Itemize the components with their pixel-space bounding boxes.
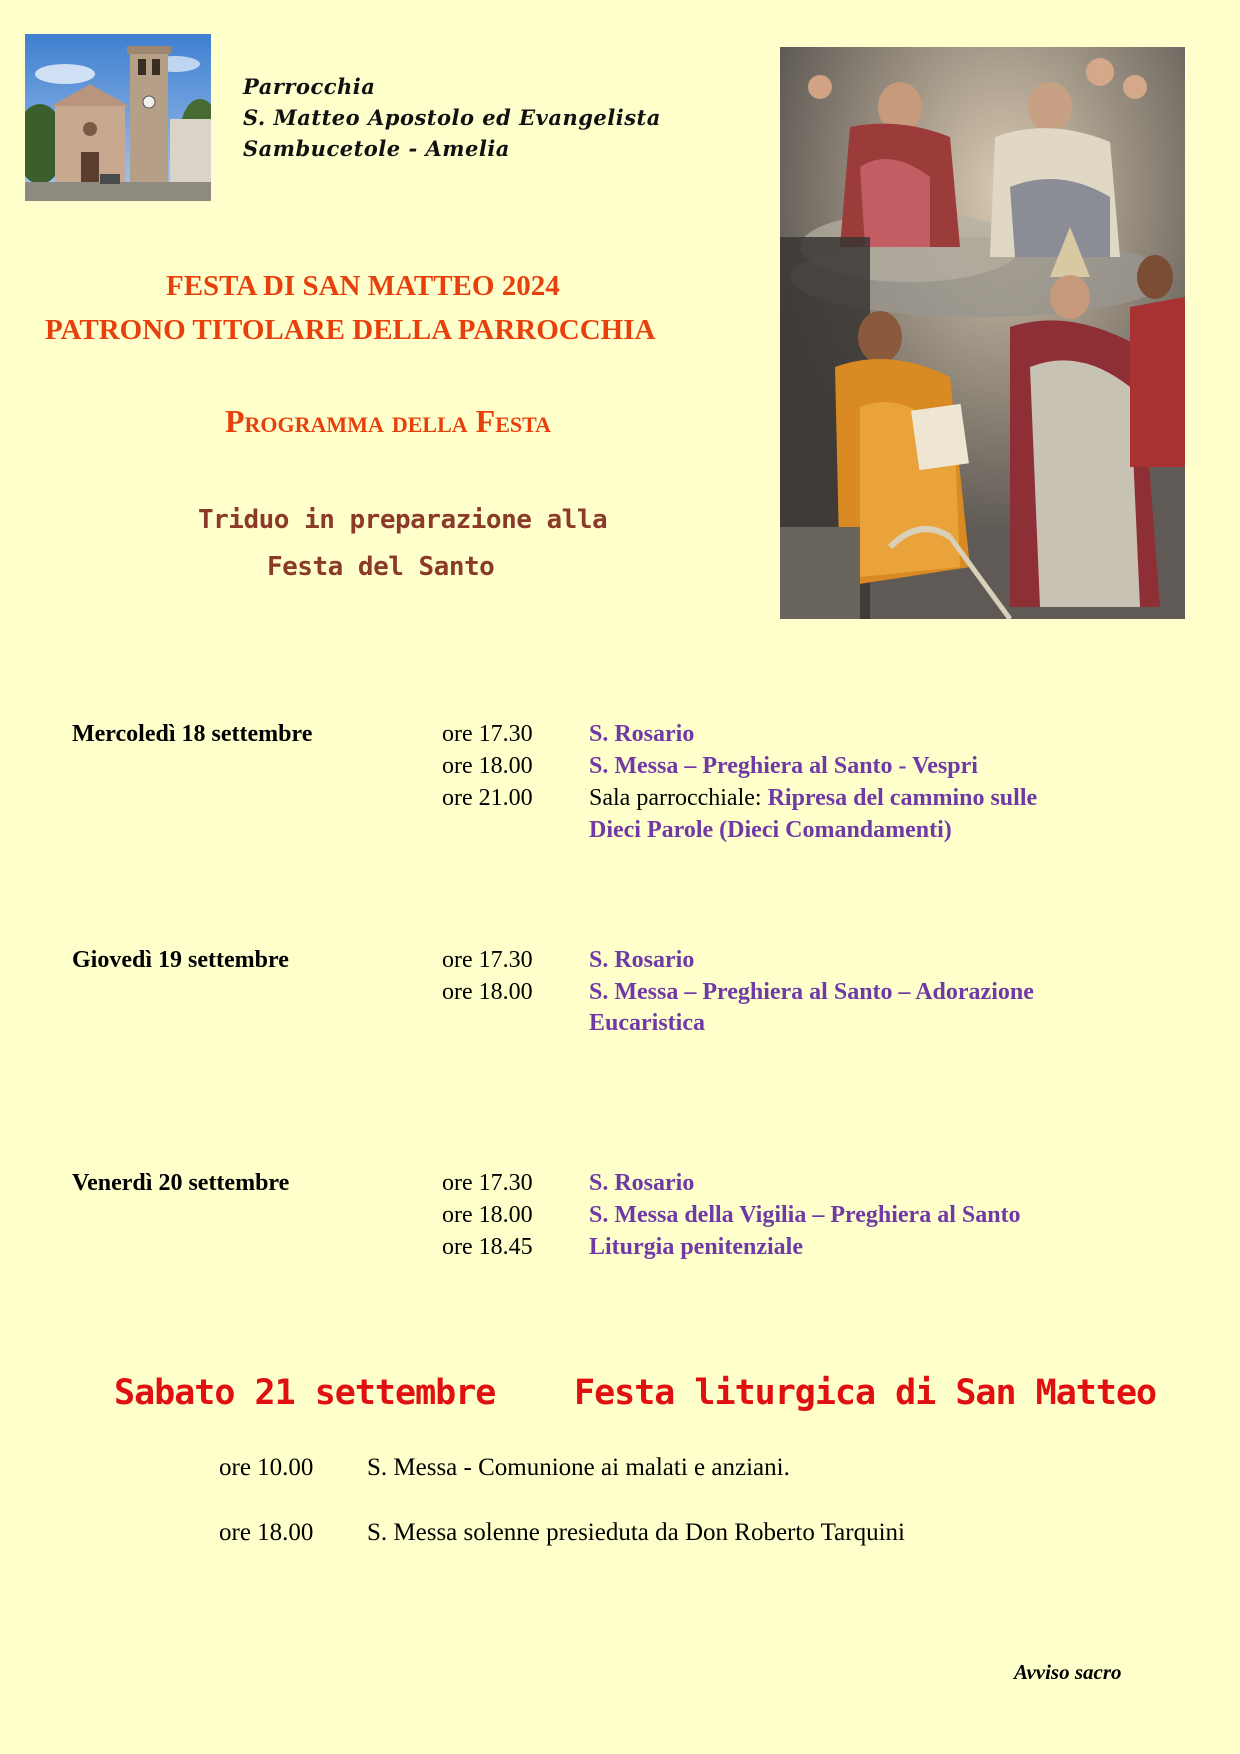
time: ore 18.00 — [442, 1202, 533, 1228]
activity-continuation: Dieci Parole (Dieci Comandamenti) — [589, 817, 952, 843]
program-title: Programma della Festa — [225, 403, 552, 439]
activity: S. Messa della Vigilia – Preghiera al Santo — [589, 1202, 1021, 1228]
time: ore 10.00 — [219, 1454, 314, 1481]
time: ore 21.00 — [442, 785, 533, 811]
day-label-wednesday: Mercoledì 18 settembre — [72, 721, 313, 747]
activity: S. Messa – Preghiera al Santo – Adorazione — [589, 979, 1034, 1005]
activity: S. Messa solenne presieduta da Don Roberto Tarquini — [367, 1519, 905, 1546]
day-label-thursday: Giovedì 19 settembre — [72, 947, 289, 973]
activity-prefix: Sala parrocchiale: — [589, 785, 768, 811]
parish-name: S. Matteo Apostolo ed Evangelista — [243, 105, 661, 130]
parish-label: Parrocchia — [243, 74, 376, 99]
time: ore 17.30 — [442, 721, 533, 747]
activity: S. Messa – Preghiera al Santo - Vespri — [589, 753, 978, 779]
activity: Liturgia penitenziale — [589, 1234, 803, 1260]
time: ore 18.45 — [442, 1234, 533, 1260]
saturday-label: Sabato 21 settembre — [114, 1373, 496, 1413]
church-photo — [25, 34, 211, 201]
time: ore 17.30 — [442, 947, 533, 973]
time: ore 18.00 — [219, 1519, 314, 1546]
triduo-line-1: Triduo in preparazione alla — [198, 505, 608, 535]
activity-continuation: Eucaristica — [589, 1010, 705, 1036]
activity: S. Rosario — [589, 947, 695, 973]
activity: S. Messa - Comunione ai malati e anziani. — [367, 1454, 790, 1481]
time: ore 17.30 — [442, 1170, 533, 1196]
time: ore 18.00 — [442, 753, 533, 779]
activity-row — [589, 785, 1037, 812]
footer-notice: Avviso sacro — [1014, 1660, 1122, 1684]
day-label-friday: Venerdì 20 settembre — [72, 1170, 290, 1196]
activity: S. Rosario — [589, 1170, 695, 1196]
time: ore 18.00 — [442, 979, 533, 1005]
feast-title: FESTA DI SAN MATTEO 2024 — [166, 270, 560, 302]
parish-location: Sambucetole - Amelia — [243, 136, 510, 161]
activity: Ripresa del cammino sulle — [767, 785, 1038, 811]
activity: S. Rosario — [589, 721, 695, 747]
triduo-line-2: Festa del Santo — [267, 552, 495, 582]
saturday-feast: Festa liturgica di San Matteo — [574, 1373, 1157, 1413]
saint-painting — [780, 47, 1185, 619]
feast-subtitle: PATRONO TITOLARE DELLA PARROCCHIA — [45, 314, 656, 346]
